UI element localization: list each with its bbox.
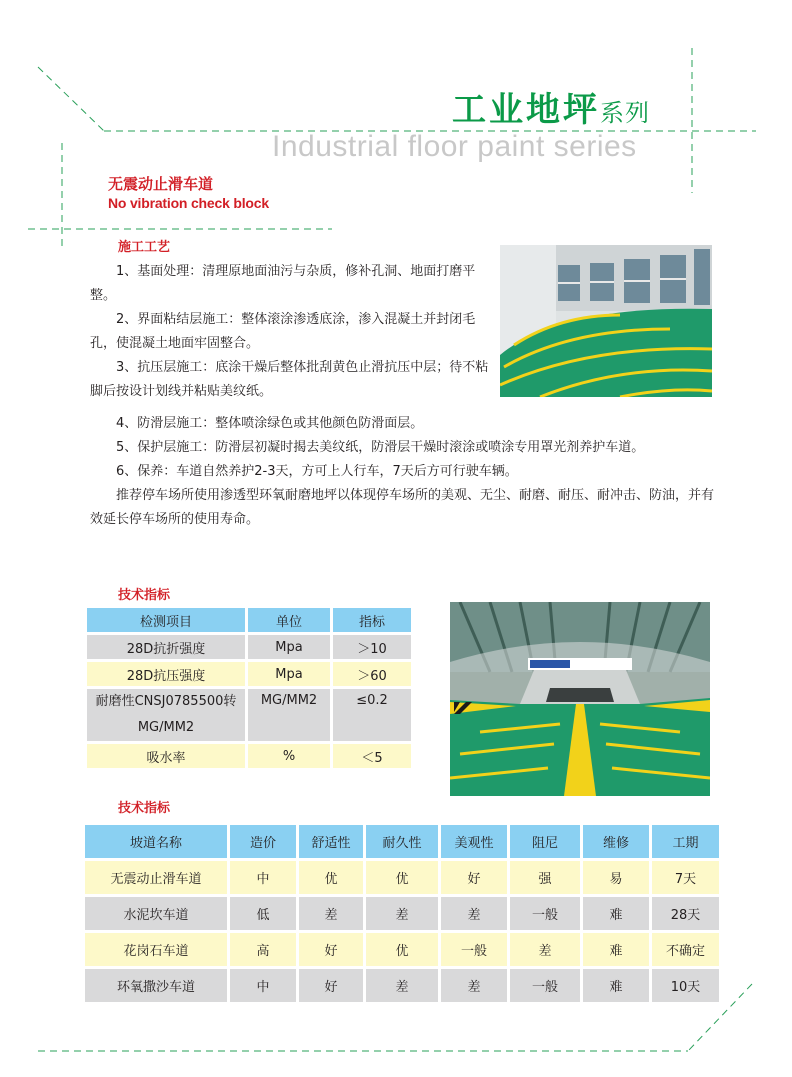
title-main: 工业地坪 [452,90,600,130]
compare-cell: 差 [366,969,438,1002]
compare-col-cost: 造价 [230,825,296,858]
title-english: Industrial floor paint series [272,130,637,163]
compare-cell: 差 [299,897,363,930]
compare-cell: 优 [366,933,438,966]
spec-cell: MG/MM2 [248,689,330,741]
compare-row [85,897,719,930]
spec-row [87,689,411,741]
compare-cell: 不确定 [652,933,719,966]
product-name-en: No vibration check block [108,195,269,211]
compare-col-maintenance: 维修 [583,825,649,858]
spec-header-row [87,608,411,632]
compare-col-name: 坡道名称 [85,825,227,858]
compare-col-duration: 工期 [652,825,719,858]
process-step-1: 1、基面处理：清理原地面油污与杂质，修补孔洞、地面打磨平整。 [90,264,476,303]
spec-cell: ≤0.2 [333,689,411,741]
compare-cell: 差 [366,897,438,930]
spec-col-value: 指标 [333,608,411,632]
page-title [452,82,650,131]
compare-cell: 28天 [652,897,719,930]
process-steps-upper [90,260,490,404]
compare-heading: 技术指标 [118,801,171,816]
spec-cell: 28D抗压强度 [87,662,245,686]
compare-cell: 一般 [510,897,580,930]
spec-cell: ＜5 [333,744,411,768]
compare-row [85,933,719,966]
compare-cell: 一般 [441,933,507,966]
compare-cell: 中 [230,861,296,894]
compare-cell: 差 [510,933,580,966]
spec-row [87,635,411,659]
process-heading: 施工工艺 [118,240,171,255]
compare-cell: 好 [441,861,507,894]
spec-cell: 吸水率 [87,744,245,768]
compare-cell: 优 [299,861,363,894]
compare-cell: 10天 [652,969,719,1002]
compare-cell: 水泥坎车道 [85,897,227,930]
compare-cell: 难 [583,933,649,966]
compare-cell: 7天 [652,861,719,894]
compare-cell: 好 [299,933,363,966]
spec-col-item: 检测项目 [87,608,245,632]
title-suffix: 系列 [600,99,650,127]
compare-cell: 差 [441,897,507,930]
compare-header-row [85,825,719,858]
compare-cell: 强 [510,861,580,894]
process-steps-lower [90,412,722,532]
spec-cell: ＞10 [333,635,411,659]
compare-cell: 优 [366,861,438,894]
compare-cell: 易 [583,861,649,894]
spec-cell: 28D抗折强度 [87,635,245,659]
spec-cell: ＞60 [333,662,411,686]
process-step-4: 4、防滑层施工：整体喷涂绿色或其他颜色防滑面层。 [116,416,424,431]
compare-cell: 高 [230,933,296,966]
spec-cell: Mpa [248,635,330,659]
compare-col-appearance: 美观性 [441,825,507,858]
ramp-photo-curved [500,245,712,397]
compare-row [85,861,719,894]
compare-cell: 环氧撒沙车道 [85,969,227,1002]
frame-diagonal-top-left [38,67,104,131]
spec-table [84,605,414,771]
compare-cell: 难 [583,969,649,1002]
compare-cell: 无震动止滑车道 [85,861,227,894]
compare-table [82,822,722,1005]
process-step-3: 3、抗压层施工：底涂干燥后整体批刮黄色止滑抗压中层；待不粘脚后按设计划线并粘贴美纹纸。 [90,360,489,399]
process-step-6: 6、保养：车道自然养护2-3天，方可上人行车，7天后方可行驶车辆。 [116,464,518,479]
spec-col-unit: 单位 [248,608,330,632]
compare-cell: 好 [299,969,363,1002]
process-step-5: 5、保护层施工：防滑层初凝时揭去美纹纸，防滑层干燥时滚涂或喷涂专用罩光剂养护车道。 [116,440,645,455]
compare-col-durability: 耐久性 [366,825,438,858]
spec-cell: Mpa [248,662,330,686]
spec-row [87,662,411,686]
product-name-cn: 无震动止滑车道 [108,175,214,193]
spec-cell: 耐磨性CNSJ0785500转MG/MM2 [87,689,245,741]
recommendation: 推荐停车场所使用渗透型环氧耐磨地坪以体现停车场所的美观、无尘、耐磨、耐压、耐冲击、防油，并有效延长停车场所的使用寿命。 [90,488,715,527]
compare-cell: 差 [441,969,507,1002]
compare-cell: 中 [230,969,296,1002]
compare-cell: 一般 [510,969,580,1002]
ramp-photo-tunnel [450,602,710,796]
compare-cell: 难 [583,897,649,930]
compare-col-comfort: 舒适性 [299,825,363,858]
spec-cell: % [248,744,330,768]
compare-row [85,969,719,1002]
compare-col-damping: 阻尼 [510,825,580,858]
spec-heading: 技术指标 [118,588,171,603]
compare-cell: 低 [230,897,296,930]
compare-cell: 花岗石车道 [85,933,227,966]
spec-row [87,744,411,768]
process-step-2: 2、界面粘结层施工：整体滚涂渗透底涂，渗入混凝土并封闭毛孔，使混凝土地面牢固整合。 [90,312,476,351]
